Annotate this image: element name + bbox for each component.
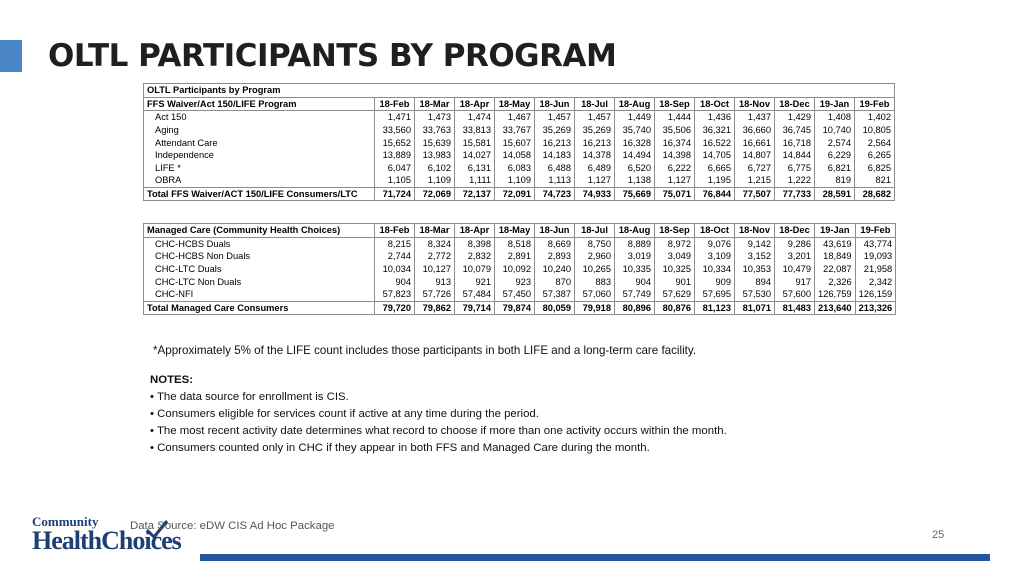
table-cell: 6,265 [855,149,895,162]
table-cell: 14,844 [775,149,815,162]
table-cell: 36,745 [775,124,815,137]
data-source-label: Data Source: eDW CIS Ad Hoc Package [130,520,335,532]
total-cell: 75,669 [615,187,655,201]
table-cell: 33,763 [415,124,455,137]
table-row [144,288,896,301]
table-cell: 9,286 [775,237,815,250]
table-cell: 923 [495,275,535,288]
table-cell: 1,138 [615,174,655,187]
table-cell: 913 [415,275,455,288]
note-text: The most recent activity date determines what record to choose if more than one activity occurs within the month. [156,424,727,437]
table-row [144,275,896,288]
table-cell: 22,087 [815,263,856,276]
column-header-month: 18-Aug [615,97,655,111]
total-cell: 80,876 [655,301,695,315]
table-cell: 8,518 [495,237,535,250]
column-header-month: 18-Apr [455,97,495,111]
table-cell: 1,457 [575,111,615,124]
column-header-month: 18-Mar [415,224,455,238]
table-cell: 883 [575,275,615,288]
table-cell: 14,027 [455,149,495,162]
table-cell: 1,408 [815,111,855,124]
column-header-month: 18-Oct [695,97,735,111]
column-header-month: 18-Mar [415,97,455,111]
table-cell: 14,807 [735,149,775,162]
table-caption: OLTL Participants by Program [144,84,895,98]
table-cell: 43,619 [815,237,856,250]
total-row [144,187,895,201]
table-cell: 2,960 [575,250,615,263]
table-cell: 3,019 [615,250,655,263]
column-header-month: 18-Aug [615,224,655,238]
total-cell: 28,591 [815,187,855,201]
table-cell: 8,750 [575,237,615,250]
column-header-month: 19-Jan [815,224,856,238]
table-cell: 6,727 [735,162,775,175]
column-header-month: 19-Feb [855,224,896,238]
page-title: OLTL PARTICIPANTS BY PROGRAM [48,38,617,74]
row-label: CHC-HCBS Non Duals [144,250,375,263]
logo-text-bottom: HealthChoices [32,526,181,555]
table-cell: 1,111 [455,174,495,187]
table-cell: 1,109 [495,174,535,187]
table-cell: 1,113 [535,174,575,187]
table-row [144,111,895,124]
table-cell: 1,105 [375,174,415,187]
table-cell: 2,893 [535,250,575,263]
table-cell: 3,109 [695,250,735,263]
table-cell: 921 [455,275,495,288]
table-cell: 10,335 [615,263,655,276]
table-cell: 35,506 [655,124,695,137]
table-cell: 10,092 [495,263,535,276]
table-cell: 57,695 [695,288,735,301]
table-cell: 1,444 [655,111,695,124]
table-cell: 1,473 [415,111,455,124]
column-header-program: FFS Waiver/Act 150/LIFE Program [144,97,375,111]
ffs-participants-table [143,83,895,201]
row-label: CHC-LTC Duals [144,263,375,276]
life-footnote: *Approximately 5% of the LIFE count includes those participants in both LIFE and a long-term care facility. [153,344,697,357]
column-header-month: 18-Apr [455,224,495,238]
logo-text-top: Community [32,514,99,529]
total-cell: 72,069 [415,187,455,201]
footer-rule [200,554,990,561]
table-cell: 894 [735,275,775,288]
table-cell: 36,321 [695,124,735,137]
note-item: • The data source for enrollment is CIS. [150,390,349,403]
column-header-month: 18-Nov [735,97,775,111]
table-row [144,174,895,187]
row-label: Independence [144,149,375,162]
table-cell: 6,520 [615,162,655,175]
total-cell: 28,682 [855,187,895,201]
table-cell: 1,471 [375,111,415,124]
table-cell: 16,328 [615,136,655,149]
total-cell: 79,862 [415,301,455,315]
table-cell: 870 [535,275,575,288]
table-cell: 16,522 [695,136,735,149]
table-cell: 10,127 [415,263,455,276]
table-cell: 36,660 [735,124,775,137]
column-header-month: 18-Jun [535,97,575,111]
table-cell: 904 [615,275,655,288]
table-cell: 2,574 [815,136,855,149]
table-cell: 1,402 [855,111,895,124]
table-cell: 57,387 [535,288,575,301]
row-label: OBRA [144,174,375,187]
table-row [144,263,896,276]
table-cell: 6,083 [495,162,535,175]
total-cell: 213,640 [815,301,856,315]
row-label: Act 150 [144,111,375,124]
table-cell: 10,479 [775,263,815,276]
table-cell: 6,775 [775,162,815,175]
table-cell: 6,102 [415,162,455,175]
table-cell: 3,049 [655,250,695,263]
note-item: • Consumers eligible for services count if active at any time during the period. [150,407,539,420]
table-cell: 15,652 [375,136,415,149]
table-cell: 8,669 [535,237,575,250]
table-cell: 1,474 [455,111,495,124]
page-number: 25 [932,529,945,541]
table-cell: 6,488 [535,162,575,175]
total-cell: 72,137 [455,187,495,201]
column-header-month: 18-Dec [775,224,815,238]
title-accent-bar [0,40,22,72]
row-label: Aging [144,124,375,137]
table-cell: 57,450 [495,288,535,301]
table-cell: 43,774 [855,237,896,250]
table-cell: 57,600 [775,288,815,301]
total-cell: 81,071 [735,301,775,315]
table-cell: 14,183 [535,149,575,162]
table-caption-row [144,84,895,98]
table-cell: 2,744 [375,250,415,263]
table-cell: 904 [375,275,415,288]
table-cell: 6,047 [375,162,415,175]
table-row [144,136,895,149]
total-cell: 80,059 [535,301,575,315]
table-cell: 6,825 [855,162,895,175]
row-label: LIFE * [144,162,375,175]
table-cell: 21,958 [855,263,896,276]
table-row [144,124,895,137]
table-cell: 8,889 [615,237,655,250]
table-cell: 10,325 [655,263,695,276]
table-cell: 2,891 [495,250,535,263]
total-cell: 79,714 [455,301,495,315]
column-header-month: 18-Nov [735,224,775,238]
table-cell: 2,342 [855,275,896,288]
column-header-month: 19-Feb [855,97,895,111]
table-cell: 2,564 [855,136,895,149]
table-cell: 10,334 [695,263,735,276]
notes-title: NOTES: [150,374,194,386]
total-label: Total FFS Waiver/ACT 150/LIFE Consumers/LTC [144,187,375,201]
column-header-month: 18-Oct [695,224,735,238]
total-cell: 76,844 [695,187,735,201]
table-cell: 35,269 [575,124,615,137]
table-cell: 10,805 [855,124,895,137]
table-cell: 1,127 [575,174,615,187]
table-cell: 13,889 [375,149,415,162]
table-cell: 6,131 [455,162,495,175]
table-cell: 1,215 [735,174,775,187]
total-cell: 81,123 [695,301,735,315]
table-cell: 9,142 [735,237,775,250]
table-cell: 14,378 [575,149,615,162]
table-cell: 1,109 [415,174,455,187]
table-cell: 1,457 [535,111,575,124]
table-row [144,149,895,162]
table-cell: 16,718 [775,136,815,149]
column-header-program: Managed Care (Community Health Choices) [144,224,375,238]
table-cell: 2,832 [455,250,495,263]
table-cell: 2,772 [415,250,455,263]
note-text: Consumers eligible for services count if active at any time during the period. [157,407,539,420]
table-cell: 35,740 [615,124,655,137]
total-cell: 77,507 [735,187,775,201]
table-cell: 57,060 [575,288,615,301]
total-cell: 74,933 [575,187,615,201]
table-cell: 8,398 [455,237,495,250]
total-row [144,301,896,315]
table-cell: 15,581 [455,136,495,149]
total-cell: 77,733 [775,187,815,201]
table-cell: 10,353 [735,263,775,276]
table-cell: 10,079 [455,263,495,276]
total-label: Total Managed Care Consumers [144,301,375,315]
table-cell: 14,494 [615,149,655,162]
table-cell: 9,076 [695,237,735,250]
table-cell: 14,058 [495,149,535,162]
total-cell: 79,918 [575,301,615,315]
table-cell: 3,152 [735,250,775,263]
column-header-month: 18-Jun [535,224,575,238]
column-header-month: 18-Feb [375,224,415,238]
table-cell: 6,229 [815,149,855,162]
column-header-month: 18-Sep [655,97,695,111]
table-cell: 33,813 [455,124,495,137]
table-cell: 10,740 [815,124,855,137]
table-cell: 1,127 [655,174,695,187]
column-header-month: 19-Jan [815,97,855,111]
notes-section [150,372,727,457]
table-cell: 16,213 [575,136,615,149]
column-header-month: 18-Feb [375,97,415,111]
table-cell: 57,629 [655,288,695,301]
table-cell: 6,665 [695,162,735,175]
total-cell: 213,326 [855,301,896,315]
table-cell: 14,398 [655,149,695,162]
table-cell: 819 [815,174,855,187]
table-header-row [144,224,896,238]
row-label: CHC-LTC Non Duals [144,275,375,288]
table-cell: 6,222 [655,162,695,175]
table-cell: 1,429 [775,111,815,124]
table-cell: 57,726 [415,288,455,301]
table-cell: 126,759 [815,288,856,301]
table-cell: 10,034 [375,263,415,276]
managed-care-table [143,223,896,315]
total-cell: 74,723 [535,187,575,201]
table-cell: 33,560 [375,124,415,137]
table-cell: 1,467 [495,111,535,124]
total-cell: 75,071 [655,187,695,201]
total-cell: 81,483 [775,301,815,315]
column-header-month: 18-Jul [575,224,615,238]
table-cell: 14,705 [695,149,735,162]
table-cell: 57,749 [615,288,655,301]
table-cell: 8,972 [655,237,695,250]
column-header-month: 18-Sep [655,224,695,238]
total-cell: 72,091 [495,187,535,201]
table-cell: 1,437 [735,111,775,124]
note-item: • The most recent activity date determines what record to choose if more than one activity occurs within the month. [150,424,727,437]
table-cell: 1,222 [775,174,815,187]
table-cell: 10,265 [575,263,615,276]
total-cell: 79,720 [375,301,415,315]
table-cell: 6,821 [815,162,855,175]
note-text: The data source for enrollment is CIS. [156,390,349,403]
row-label: CHC-HCBS Duals [144,237,375,250]
table-cell: 16,661 [735,136,775,149]
column-header-month: 18-May [495,97,535,111]
total-cell: 79,874 [495,301,535,315]
table-cell: 2,326 [815,275,856,288]
table-cell: 909 [695,275,735,288]
table-row [144,162,895,175]
table-cell: 6,489 [575,162,615,175]
table-cell: 18,849 [815,250,856,263]
total-cell: 71,724 [375,187,415,201]
table-cell: 3,201 [775,250,815,263]
table-cell: 57,484 [455,288,495,301]
column-header-month: 18-Dec [775,97,815,111]
column-header-month: 18-Jul [575,97,615,111]
row-label: Attendant Care [144,136,375,149]
column-header-month: 18-May [495,224,535,238]
table-cell: 8,324 [415,237,455,250]
table-cell: 1,436 [695,111,735,124]
table-row [144,237,896,250]
table-cell: 13,983 [415,149,455,162]
table-cell: 1,195 [695,174,735,187]
table-cell: 33,767 [495,124,535,137]
table-cell: 57,530 [735,288,775,301]
table-cell: 901 [655,275,695,288]
table-cell: 821 [855,174,895,187]
table-cell: 15,639 [415,136,455,149]
note-text: Consumers counted only in CHC if they appear in both FFS and Managed Care during the month. [157,441,650,454]
table-cell: 15,607 [495,136,535,149]
table-cell: 19,093 [855,250,896,263]
table-cell: 10,240 [535,263,575,276]
table-cell: 917 [775,275,815,288]
table-row [144,250,896,263]
table-cell: 1,449 [615,111,655,124]
table-cell: 126,159 [855,288,896,301]
table-cell: 8,215 [375,237,415,250]
table-cell: 57,823 [375,288,415,301]
table-cell: 16,374 [655,136,695,149]
total-cell: 80,896 [615,301,655,315]
row-label: CHC-NFI [144,288,375,301]
note-item: • Consumers counted only in CHC if they appear in both FFS and Managed Care during the month. [150,441,650,454]
table-header-row [144,97,895,111]
table-cell: 16,213 [535,136,575,149]
table-cell: 35,269 [535,124,575,137]
